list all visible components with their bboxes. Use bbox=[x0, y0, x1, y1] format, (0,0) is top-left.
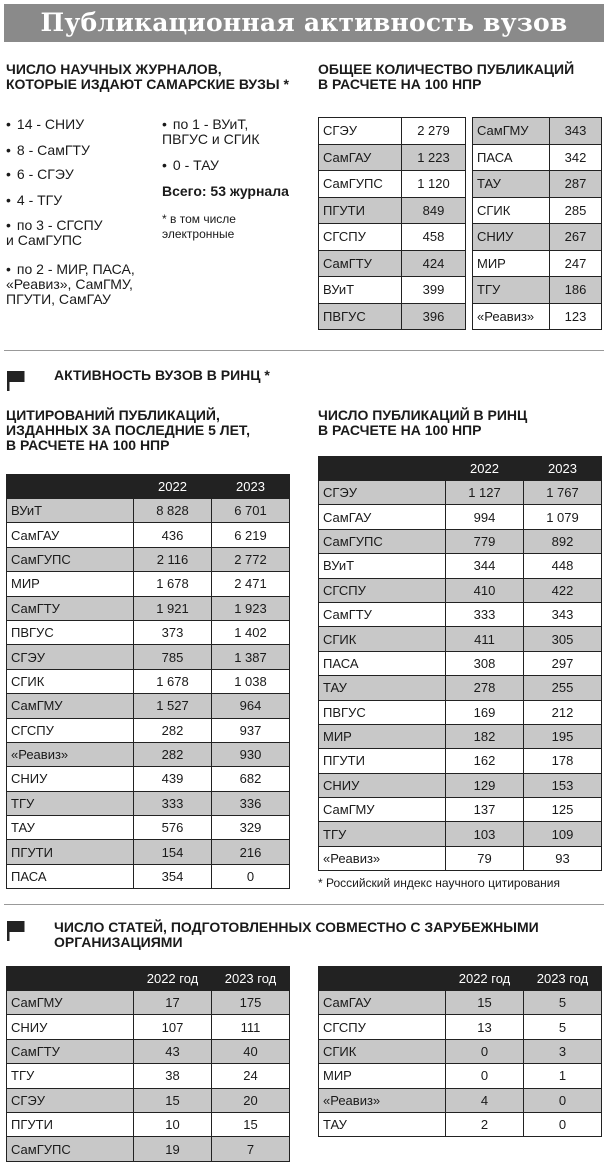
table-header-row bbox=[319, 967, 602, 991]
university-cell: СГЭУ bbox=[319, 481, 446, 505]
value-cell: 305 bbox=[524, 627, 602, 651]
value-cell: 15 bbox=[134, 1088, 212, 1112]
table-row bbox=[319, 1015, 602, 1039]
journals-note: * в том числе электронные bbox=[162, 212, 236, 241]
value-cell: 1 387 bbox=[212, 645, 290, 669]
table-row bbox=[319, 749, 602, 773]
journal-item: • 4 - ТГУ bbox=[6, 192, 63, 208]
value-cell: 892 bbox=[524, 529, 602, 553]
year-header-cell: 2023 bbox=[524, 457, 602, 481]
value-cell: 297 bbox=[524, 651, 602, 675]
table-row bbox=[7, 816, 290, 840]
table-row bbox=[7, 1088, 290, 1112]
table-row bbox=[319, 724, 602, 748]
value-cell: 411 bbox=[446, 627, 524, 651]
university-cell: СамГУПС bbox=[319, 529, 446, 553]
citations-table bbox=[6, 474, 290, 889]
value-cell: 93 bbox=[524, 846, 602, 870]
value-cell: 285 bbox=[550, 197, 602, 224]
value-cell: 439 bbox=[134, 767, 212, 791]
value-cell: 2 471 bbox=[212, 572, 290, 596]
table-row bbox=[319, 529, 602, 553]
university-cell: СамГАУ bbox=[7, 523, 134, 547]
university-cell: СамГТУ bbox=[319, 250, 402, 277]
value-cell: 212 bbox=[524, 700, 602, 724]
value-cell: 10 bbox=[134, 1112, 212, 1136]
value-cell: 448 bbox=[524, 554, 602, 578]
university-cell: СамГУПС bbox=[7, 1137, 134, 1161]
year-header-cell: 2023 год bbox=[212, 967, 290, 991]
value-cell: 344 bbox=[446, 554, 524, 578]
value-cell: 15 bbox=[212, 1112, 290, 1136]
table-row bbox=[7, 718, 290, 742]
header-blank-cell bbox=[7, 475, 134, 499]
university-cell: ТАУ bbox=[473, 171, 550, 198]
value-cell: 282 bbox=[134, 742, 212, 766]
table-header-row bbox=[7, 475, 290, 499]
journal-item: • 6 - СГЭУ bbox=[6, 166, 74, 182]
university-cell: «Реавиз» bbox=[473, 303, 550, 330]
value-cell: 13 bbox=[446, 1015, 524, 1039]
value-cell: 5 bbox=[524, 991, 602, 1015]
value-cell: 216 bbox=[212, 840, 290, 864]
value-cell: 178 bbox=[524, 749, 602, 773]
university-cell: МИР bbox=[319, 724, 446, 748]
value-cell: 410 bbox=[446, 578, 524, 602]
university-cell: ПАСА bbox=[473, 144, 550, 171]
university-cell: МИР bbox=[473, 250, 550, 277]
table-row bbox=[319, 1112, 602, 1136]
table-row bbox=[319, 627, 602, 651]
table-row bbox=[319, 846, 602, 870]
value-cell: 175 bbox=[212, 991, 290, 1015]
value-cell: 162 bbox=[446, 749, 524, 773]
citations-heading: ЦИТИРОВАНИЙ ПУБЛИКАЦИЙ, ИЗДАННЫХ ЗА ПОСЛЕДНИЕ 5 ЛЕТ, В РАСЧЕТЕ НА 100 НПР bbox=[6, 407, 250, 453]
table-row bbox=[319, 224, 466, 251]
value-cell: 267 bbox=[550, 224, 602, 251]
value-cell: 4 bbox=[446, 1088, 524, 1112]
table-row bbox=[7, 572, 290, 596]
value-cell: 1 527 bbox=[134, 694, 212, 718]
journals-total: Всего: 53 журнала bbox=[162, 183, 289, 199]
value-cell: 0 bbox=[524, 1112, 602, 1136]
table-row bbox=[319, 250, 466, 277]
table-row bbox=[7, 991, 290, 1015]
table-row bbox=[7, 596, 290, 620]
value-cell: 182 bbox=[446, 724, 524, 748]
table-row bbox=[319, 991, 602, 1015]
value-cell: 278 bbox=[446, 676, 524, 700]
table-row bbox=[473, 171, 602, 198]
value-cell: 186 bbox=[550, 277, 602, 304]
university-cell: СамГУПС bbox=[319, 171, 402, 198]
year-header-cell: 2022 год bbox=[446, 967, 524, 991]
value-cell: 2 bbox=[446, 1112, 524, 1136]
table-row bbox=[319, 171, 466, 198]
table-row bbox=[7, 864, 290, 888]
value-cell: 354 bbox=[134, 864, 212, 888]
divider bbox=[4, 350, 604, 351]
university-cell: СГСПУ bbox=[319, 224, 402, 251]
table-row bbox=[319, 1064, 602, 1088]
university-cell: СГСПУ bbox=[319, 1015, 446, 1039]
value-cell: 7 bbox=[212, 1137, 290, 1161]
header-blank-cell bbox=[7, 967, 134, 991]
table-row bbox=[7, 1137, 290, 1161]
table-row bbox=[7, 1112, 290, 1136]
value-cell: 8 828 bbox=[134, 499, 212, 523]
table-row bbox=[7, 840, 290, 864]
value-cell: 1 402 bbox=[212, 620, 290, 644]
value-cell: 779 bbox=[446, 529, 524, 553]
university-cell: ПГУТИ bbox=[319, 749, 446, 773]
table-row bbox=[319, 118, 466, 145]
table-row bbox=[319, 277, 466, 304]
journal-item: • по 2 - МИР, ПАСА, «Реавиз», СамГМУ, ПГУТИ, СамГАУ bbox=[6, 261, 135, 307]
journals-heading-line: КОТОРЫЕ ИЗДАЮТ САМАРСКИЕ ВУЗЫ * bbox=[6, 76, 289, 92]
value-cell: 343 bbox=[524, 602, 602, 626]
university-cell: СГСПУ bbox=[7, 718, 134, 742]
rinc-publications-heading: ЧИСЛО ПУБЛИКАЦИЙ В РИНЦ В РАСЧЕТЕ НА 100 НПР bbox=[318, 407, 528, 438]
foreign-table-right bbox=[318, 966, 602, 1137]
table-row bbox=[319, 676, 602, 700]
value-cell: 1 127 bbox=[446, 481, 524, 505]
foreign-table-left bbox=[6, 966, 290, 1162]
value-cell: 1 923 bbox=[212, 596, 290, 620]
value-cell: 129 bbox=[446, 773, 524, 797]
university-cell: СамГАУ bbox=[319, 991, 446, 1015]
university-cell: СамГАУ bbox=[319, 505, 446, 529]
university-cell: СГСПУ bbox=[319, 578, 446, 602]
university-cell: СНИУ bbox=[319, 773, 446, 797]
table-row bbox=[7, 767, 290, 791]
value-cell: 38 bbox=[134, 1064, 212, 1088]
university-cell: СГИК bbox=[319, 1039, 446, 1063]
university-cell: ПАСА bbox=[319, 651, 446, 675]
value-cell: 0 bbox=[212, 864, 290, 888]
per100-table-right bbox=[472, 117, 602, 330]
value-cell: 17 bbox=[134, 991, 212, 1015]
value-cell: 343 bbox=[550, 118, 602, 145]
table-row bbox=[319, 651, 602, 675]
value-cell: 20 bbox=[212, 1088, 290, 1112]
value-cell: 930 bbox=[212, 742, 290, 766]
value-cell: 2 279 bbox=[402, 118, 466, 145]
value-cell: 329 bbox=[212, 816, 290, 840]
university-cell: ВУиТ bbox=[319, 277, 402, 304]
table-row bbox=[7, 645, 290, 669]
value-cell: 308 bbox=[446, 651, 524, 675]
table-row bbox=[473, 144, 602, 171]
table-row bbox=[7, 1064, 290, 1088]
page-banner: Публикационная активность вузов bbox=[4, 4, 604, 42]
table-row bbox=[319, 481, 602, 505]
value-cell: 1 223 bbox=[402, 144, 466, 171]
table-row bbox=[319, 554, 602, 578]
value-cell: 576 bbox=[134, 816, 212, 840]
university-cell: «Реавиз» bbox=[319, 1088, 446, 1112]
divider bbox=[4, 904, 604, 905]
value-cell: 2 772 bbox=[212, 547, 290, 571]
university-cell: ТАУ bbox=[7, 816, 134, 840]
table-row bbox=[319, 578, 602, 602]
university-cell: СНИУ bbox=[7, 767, 134, 791]
university-cell: СНИУ bbox=[7, 1015, 134, 1039]
value-cell: 195 bbox=[524, 724, 602, 748]
value-cell: 964 bbox=[212, 694, 290, 718]
table-header-row bbox=[7, 967, 290, 991]
journals-heading bbox=[6, 62, 306, 92]
value-cell: 24 bbox=[212, 1064, 290, 1088]
value-cell: 6 219 bbox=[212, 523, 290, 547]
university-cell: ВУиТ bbox=[7, 499, 134, 523]
table-row bbox=[7, 547, 290, 571]
university-cell: СГЭУ bbox=[7, 645, 134, 669]
table-row bbox=[473, 303, 602, 330]
journal-item: • 14 - СНИУ bbox=[6, 116, 85, 132]
value-cell: 0 bbox=[446, 1039, 524, 1063]
value-cell: 1 678 bbox=[134, 669, 212, 693]
university-cell: СамГМУ bbox=[473, 118, 550, 145]
university-cell: МИР bbox=[319, 1064, 446, 1088]
value-cell: 1 921 bbox=[134, 596, 212, 620]
value-cell: 247 bbox=[550, 250, 602, 277]
university-cell: «Реавиз» bbox=[7, 742, 134, 766]
value-cell: 107 bbox=[134, 1015, 212, 1039]
value-cell: 785 bbox=[134, 645, 212, 669]
university-cell: ПГУТИ bbox=[319, 197, 402, 224]
university-cell: СГЭУ bbox=[7, 1088, 134, 1112]
value-cell: 1 bbox=[524, 1064, 602, 1088]
university-cell: ТГУ bbox=[319, 822, 446, 846]
value-cell: 1 079 bbox=[524, 505, 602, 529]
university-cell: СамГМУ bbox=[7, 694, 134, 718]
table-row bbox=[319, 197, 466, 224]
table-row bbox=[7, 791, 290, 815]
value-cell: 43 bbox=[134, 1039, 212, 1063]
university-cell: СамГМУ bbox=[319, 798, 446, 822]
year-header-cell: 2023 год bbox=[524, 967, 602, 991]
value-cell: 40 bbox=[212, 1039, 290, 1063]
university-cell: СНИУ bbox=[473, 224, 550, 251]
table-row bbox=[473, 118, 602, 145]
value-cell: 458 bbox=[402, 224, 466, 251]
header-blank-cell bbox=[319, 457, 446, 481]
university-cell: СамГАУ bbox=[319, 144, 402, 171]
value-cell: 399 bbox=[402, 277, 466, 304]
university-cell: СГИК bbox=[7, 669, 134, 693]
value-cell: 123 bbox=[550, 303, 602, 330]
flag-icon bbox=[6, 920, 26, 942]
value-cell: 153 bbox=[524, 773, 602, 797]
university-cell: ТГУ bbox=[7, 1064, 134, 1088]
value-cell: 396 bbox=[402, 303, 466, 330]
value-cell: 111 bbox=[212, 1015, 290, 1039]
table-row bbox=[7, 523, 290, 547]
table-row bbox=[319, 505, 602, 529]
journal-item: • по 1 - ВУиТ, ПВГУС и СГИК bbox=[162, 116, 260, 147]
university-cell: СамГТУ bbox=[7, 596, 134, 620]
value-cell: 1 038 bbox=[212, 669, 290, 693]
university-cell: ПГУТИ bbox=[7, 1112, 134, 1136]
university-cell: ПАСА bbox=[7, 864, 134, 888]
year-header-cell: 2023 bbox=[212, 475, 290, 499]
value-cell: 937 bbox=[212, 718, 290, 742]
university-cell: ВУиТ bbox=[319, 554, 446, 578]
rinc-publications-table bbox=[318, 456, 602, 871]
flag-icon bbox=[6, 370, 26, 392]
value-cell: 849 bbox=[402, 197, 466, 224]
table-row bbox=[7, 1039, 290, 1063]
university-cell: ТАУ bbox=[319, 676, 446, 700]
value-cell: 19 bbox=[134, 1137, 212, 1161]
value-cell: 5 bbox=[524, 1015, 602, 1039]
value-cell: 436 bbox=[134, 523, 212, 547]
value-cell: 109 bbox=[524, 822, 602, 846]
university-cell: СГИК bbox=[473, 197, 550, 224]
per100-heading: ОБЩЕЕ КОЛИЧЕСТВО ПУБЛИКАЦИЙ В РАСЧЕТЕ НА 100 НПР bbox=[318, 61, 575, 92]
university-cell: «Реавиз» bbox=[319, 846, 446, 870]
journals-heading-line: ЧИСЛО НАУЧНЫХ ЖУРНАЛОВ, bbox=[6, 61, 222, 77]
value-cell: 994 bbox=[446, 505, 524, 529]
table-row bbox=[473, 197, 602, 224]
rinc-heading: АКТИВНОСТЬ ВУЗОВ В РИНЦ * bbox=[54, 367, 270, 383]
value-cell: 333 bbox=[134, 791, 212, 815]
value-cell: 282 bbox=[134, 718, 212, 742]
value-cell: 342 bbox=[550, 144, 602, 171]
rinc-footnote: * Российский индекс научного цитирования bbox=[318, 876, 560, 890]
university-cell: ПВГУС bbox=[319, 303, 402, 330]
value-cell: 424 bbox=[402, 250, 466, 277]
value-cell: 169 bbox=[446, 700, 524, 724]
year-header-cell: 2022 bbox=[134, 475, 212, 499]
value-cell: 373 bbox=[134, 620, 212, 644]
university-cell: СГЭУ bbox=[319, 118, 402, 145]
value-cell: 103 bbox=[446, 822, 524, 846]
value-cell: 125 bbox=[524, 798, 602, 822]
table-row bbox=[7, 694, 290, 718]
value-cell: 137 bbox=[446, 798, 524, 822]
value-cell: 336 bbox=[212, 791, 290, 815]
value-cell: 422 bbox=[524, 578, 602, 602]
table-row bbox=[7, 742, 290, 766]
value-cell: 154 bbox=[134, 840, 212, 864]
value-cell: 1 120 bbox=[402, 171, 466, 198]
table-row bbox=[319, 700, 602, 724]
university-cell: ТГУ bbox=[473, 277, 550, 304]
table-row bbox=[319, 602, 602, 626]
university-cell: СамГМУ bbox=[7, 991, 134, 1015]
table-row bbox=[7, 1015, 290, 1039]
table-row bbox=[473, 277, 602, 304]
value-cell: 1 767 bbox=[524, 481, 602, 505]
value-cell: 333 bbox=[446, 602, 524, 626]
value-cell: 15 bbox=[446, 991, 524, 1015]
university-cell: ТАУ bbox=[319, 1112, 446, 1136]
value-cell: 255 bbox=[524, 676, 602, 700]
table-row bbox=[7, 669, 290, 693]
value-cell: 1 678 bbox=[134, 572, 212, 596]
value-cell: 0 bbox=[446, 1064, 524, 1088]
journal-item: • по 3 - СГСПУ и СамГУПС bbox=[6, 217, 103, 248]
table-row bbox=[7, 499, 290, 523]
table-row bbox=[319, 798, 602, 822]
table-row bbox=[319, 303, 466, 330]
value-cell: 682 bbox=[212, 767, 290, 791]
value-cell: 0 bbox=[524, 1088, 602, 1112]
table-header-row bbox=[319, 457, 602, 481]
table-row bbox=[473, 250, 602, 277]
value-cell: 2 116 bbox=[134, 547, 212, 571]
university-cell: ТГУ bbox=[7, 791, 134, 815]
table-row bbox=[7, 620, 290, 644]
table-row bbox=[319, 1039, 602, 1063]
value-cell: 79 bbox=[446, 846, 524, 870]
table-row bbox=[319, 144, 466, 171]
year-header-cell: 2022 год bbox=[134, 967, 212, 991]
university-cell: ПВГУС bbox=[319, 700, 446, 724]
table-row bbox=[319, 822, 602, 846]
university-cell: СамГУПС bbox=[7, 547, 134, 571]
university-cell: СамГТУ bbox=[319, 602, 446, 626]
value-cell: 3 bbox=[524, 1039, 602, 1063]
foreign-heading: ЧИСЛО СТАТЕЙ, ПОДГОТОВЛЕННЫХ СОВМЕСТНО С ЗАРУБЕЖНЫМИ ОРГАНИЗАЦИЯМИ bbox=[54, 919, 539, 950]
university-cell: ПВГУС bbox=[7, 620, 134, 644]
year-header-cell: 2022 bbox=[446, 457, 524, 481]
per100-table-left bbox=[318, 117, 466, 330]
value-cell: 287 bbox=[550, 171, 602, 198]
journal-item: • 0 - ТАУ bbox=[162, 157, 219, 173]
value-cell: 6 701 bbox=[212, 499, 290, 523]
table-row bbox=[319, 773, 602, 797]
university-cell: МИР bbox=[7, 572, 134, 596]
table-row bbox=[473, 224, 602, 251]
university-cell: СГИК bbox=[319, 627, 446, 651]
table-row bbox=[319, 1088, 602, 1112]
university-cell: ПГУТИ bbox=[7, 840, 134, 864]
journal-item: • 8 - СамГТУ bbox=[6, 142, 90, 158]
header-blank-cell bbox=[319, 967, 446, 991]
university-cell: СамГТУ bbox=[7, 1039, 134, 1063]
